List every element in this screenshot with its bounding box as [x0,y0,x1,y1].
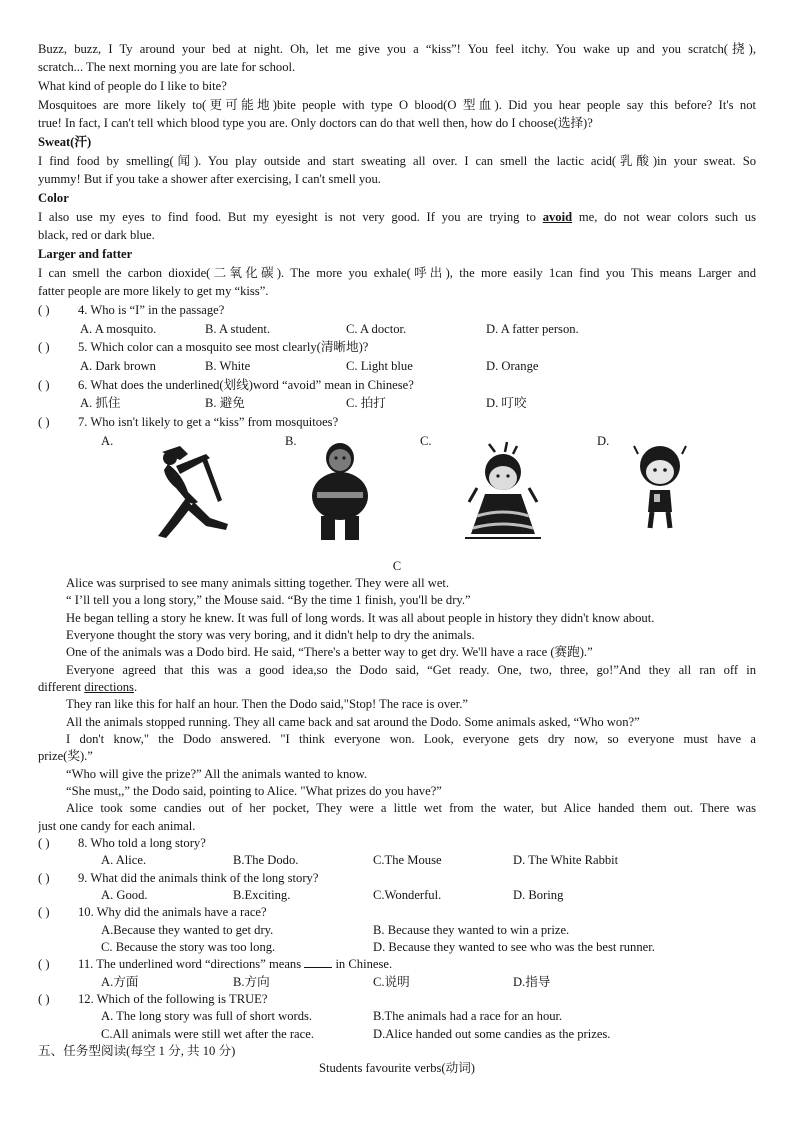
question-9 [38,869,318,887]
passage-b-line-2: scratch... The next morning you are late for school. [38,60,296,74]
answer-blank[interactable]: ( ) [38,378,50,392]
q9-option-d: D. Boring [513,888,564,902]
q11-option-d: D.指导 [513,975,551,989]
picture-child-sweating [628,440,692,532]
question-stem: 8. Who told a long story? [78,836,206,850]
passage-c-line-4: Everyone thought the story was very boring, and it didn't help to dry the animals. [66,628,475,642]
q5-option-c: C. Light blue [346,359,413,373]
passage-b-line-6: yummy! But if you take a shower after exercising, I can't smell you. [38,172,381,186]
question-stem: 9. What did the animals think of the long story? [78,871,319,885]
q11-option-c: C.说明 [373,975,410,989]
answer-blank[interactable]: ( ) [38,957,50,971]
passage-b-line-10: fatter people are more likely to get my “kiss”. [38,284,269,298]
q8-option-c: C.The Mouse [373,853,442,867]
fill-blank-line [304,955,332,968]
q5-option-b: B. White [205,359,251,373]
question-stem-post: in Chinese. [335,957,393,971]
heading-color: Color [38,191,69,205]
passage-c-line-8: They ran like this for half an hour. Then the Dodo said,"Stop! The race is over.” [66,697,468,711]
q11-option-a: A.方面 [101,975,139,989]
question-11 [38,955,392,973]
q4-option-c: C. A doctor. [346,322,407,336]
passage-b-question-title: What kind of people do I like to bite? [38,79,227,93]
q9-option-c: C.Wonderful. [373,888,442,902]
answer-blank[interactable]: ( ) [38,340,50,354]
q12-option-a: A. The long story was full of short words. [101,1009,313,1023]
q5-option-d: D. Orange [486,359,539,373]
q11-option-b: B.方向 [233,975,270,989]
underlined-avoid: avoid [542,210,573,224]
question-10 [38,903,267,921]
section-c-letter: C [392,559,402,573]
heading-sweat: Sweat(汗) [38,135,92,149]
question-12 [38,990,267,1008]
q12-option-c: C.All animals were still wet after the race. [101,1027,314,1041]
section-5-heading: 五、任务型阅读(每空 1 分, 共 10 分) [38,1044,236,1058]
color-text-pre: I also use my eyes to find food. But my eyesight is not very good. If you are trying to [38,210,536,224]
underlined-directions: directions [84,680,134,694]
answer-blank[interactable]: ( ) [38,303,50,317]
passage-c-line-7 [38,678,756,696]
passage-c-line-1: Alice was surprised to see many animals sitting together. They were all wet. [66,576,450,590]
picture-sweating-girl [455,438,551,544]
question-stem: 7. Who isn't likely to get a “kiss” from mosquitoes? [78,415,339,429]
question-4 [38,301,224,319]
answer-blank[interactable]: ( ) [38,871,50,885]
q10-option-a: A.Because they wanted to get dry. [101,923,274,937]
q6-option-c: C. 拍打 [346,396,386,410]
question-6 [38,376,414,394]
answer-blank[interactable]: ( ) [38,415,50,429]
passage-c-line-15: just one candy for each animal. [38,819,196,833]
picture-thin-runner [140,440,240,544]
heading-larger-fatter: Larger and fatter [38,247,133,261]
passage-c-line-11: prize(奖).” [38,749,93,763]
q9-option-a: A. Good. [101,888,148,902]
q6-option-a: A. 抓住 [80,396,121,410]
question-stem: 5. Which color can a mosquito see most clearly(清晰地)? [78,340,369,354]
passage-c-line-12: “Who will give the prize?” All the animals wanted to know. [66,767,367,781]
q8-option-b: B.The Dodo. [233,853,299,867]
q12-option-b: B.The animals had a race for an hour. [373,1009,563,1023]
answer-blank[interactable]: ( ) [38,905,50,919]
passage-b-line-9: I can smell the carbon dioxide(二氧化碳). The more you exhale(呼出), the more easily 1can find you This means Larger and [38,266,756,280]
question-7 [38,413,338,431]
question-stem: 10. Why did the animals have a race? [78,905,267,919]
q10-option-d: D. Because they wanted to see who was the best runner. [373,940,655,954]
q12-option-d: D.Alice handed out some candies as the prizes. [373,1027,611,1041]
q4-option-d: D. A fatter person. [486,322,579,336]
q7-option-b: B. [285,434,297,448]
passage-b-line-8: black, red or dark blue. [38,228,155,242]
passage-c-line-3: He began telling a story he knew. It was full of long words. It was all about people in history they didn't know about. [66,611,655,625]
question-8 [38,834,206,852]
section-5-title: Students favourite verbs(动词) [319,1061,475,1075]
passage-c-line-13: “She must,,” the Dodo said, pointing to Alice. "What prizes do you have?” [66,784,442,798]
passage-c-line-10: I don't know," the Dodo answered. "I think everyone won. Look, everyone gets dry now, so everyone must have a [66,732,756,746]
answer-blank[interactable]: ( ) [38,836,50,850]
q10-option-b: B. Because they wanted to win a prize. [373,923,570,937]
q4-option-a: A. A mosquito. [80,322,157,336]
passage-c-line-14: Alice took some candies out of her pocket, They were a little wet from the water, but Alice handed them out. There was [66,801,756,815]
question-stem-pre: 11. The underlined word “directions” means [78,957,302,971]
picture-fat-person [307,440,373,544]
q7-option-d: D. [597,434,610,448]
q8-option-d: D. The White Rabbit [513,853,619,867]
q9-option-b: B.Exciting. [233,888,291,902]
question-stem: 12. Which of the following is TRUE? [78,992,268,1006]
answer-blank[interactable]: ( ) [38,992,50,1006]
q10-option-c: C. Because the story was too long. [101,940,276,954]
question-5 [38,338,368,356]
q6-option-b: B. 避免 [205,396,245,410]
passage-b-line-3: Mosquitoes are more likely to(更可能地)bite people with type O blood(O 型血). Did you hear people say this before? It's not [38,98,756,112]
passage-b-line-5: I find food by smelling(闻). You play outside and start sweating all over. I can smell the lactic acid(乳酸)in your sweat. So [38,154,756,168]
question-stem: 6. What does the underlined(划线)word “avoid” mean in Chinese? [78,378,414,392]
passage-c-line-6: Everyone agreed that this was a good idea,so the Dodo said, “Get ready. One, two, three, go!”And they all ran off in [66,663,756,677]
passage-b-line-1: Buzz, buzz, I Ty around your bed at night. Oh, let me give you a “kiss”! You feel itchy. You wake up and you scratch(挠), [38,42,756,56]
q6-option-d: D. 叮咬 [486,396,527,410]
passage-c-line-2: “ I’ll tell you a long story,” the Mouse said. “By the time 1 finish, you'll be dry.” [66,593,471,607]
question-stem: 4. Who is “I” in the passage? [78,303,225,317]
passage-c-line-9: All the animals stopped running. They all came back and sat around the Dodo. Some animals asked, “Who won?” [66,715,640,729]
passage-c-line-5: One of the animals was a Dodo bird. He said, “There's a better way to get dry. We'll have a race (赛跑).” [66,645,593,659]
passage-b-line-7 [38,208,756,226]
period-mark: . [133,680,138,694]
different-text: different [38,680,82,694]
passage-b-line-4: true! In fact, I can't tell which blood type you are. Only doctors can do that well then, how do I choose(选择)? [38,116,593,130]
q8-option-a: A. Alice. [101,853,147,867]
q4-option-b: B. A student. [205,322,271,336]
q5-option-a: A. Dark brown [80,359,156,373]
q7-option-c: C. [420,434,432,448]
color-text-post: me, do not wear colors such us [578,210,756,224]
q7-option-a: A. [101,434,114,448]
